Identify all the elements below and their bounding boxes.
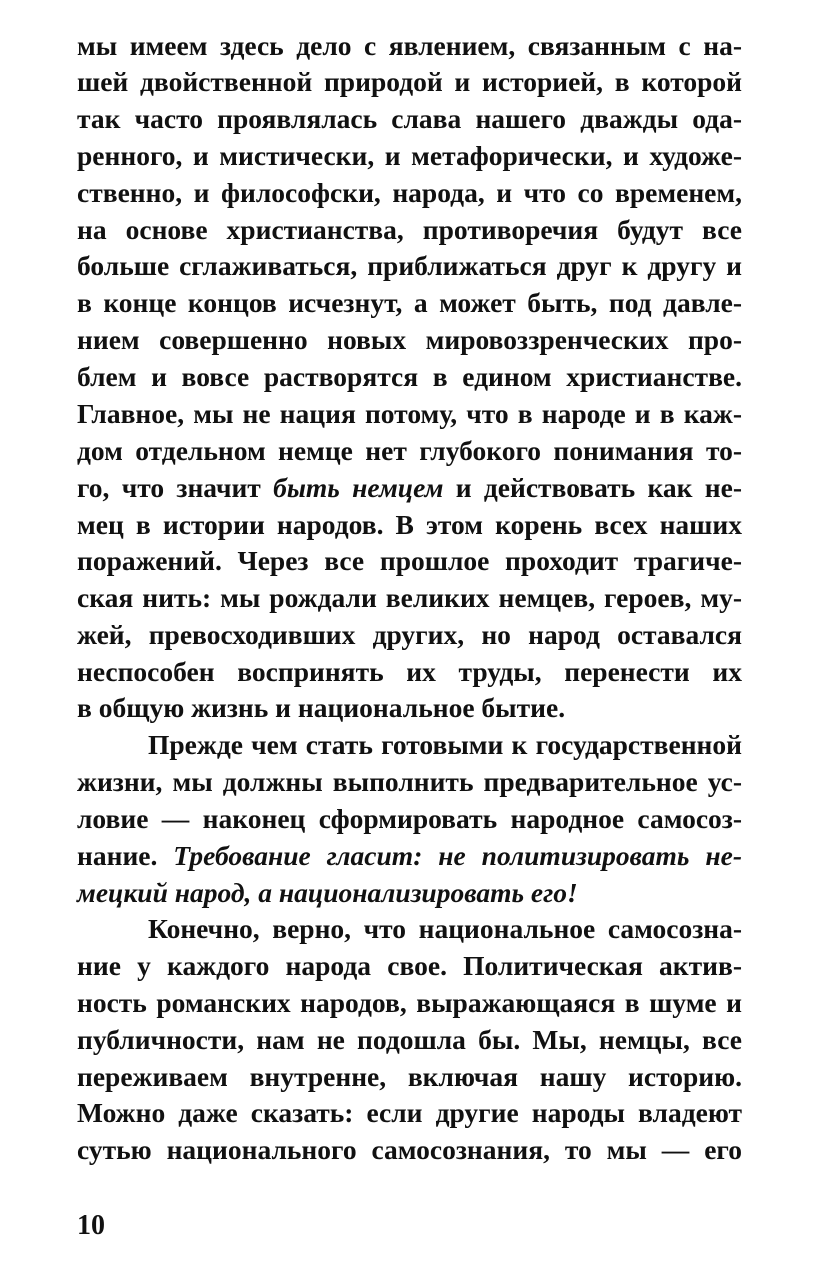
text-segment: Главное, мы не нация потому, что в народе и в каж- <box>77 398 742 429</box>
text-line <box>77 799 742 839</box>
text-line <box>77 652 742 692</box>
text-line <box>77 873 742 913</box>
text-segment: Конечно, верно, что национальное самосозна- <box>148 913 742 944</box>
text-line <box>77 210 742 250</box>
text-segment: жей, превосходивших других, но народ оставался <box>77 619 742 650</box>
text-line <box>77 836 742 876</box>
text-line <box>77 468 742 508</box>
text-segment: ние у каждого народа свое. Политическая актив- <box>77 950 742 981</box>
text-segment: нием совершенно новых мировоззренческих про- <box>77 324 742 355</box>
text-line <box>77 357 742 397</box>
text-line <box>77 246 742 286</box>
text-segment: публичности, нам не подошла бы. Мы, немцы, все <box>77 1024 742 1055</box>
text-line <box>77 1020 742 1060</box>
text-line <box>148 725 742 765</box>
text-line <box>77 99 742 139</box>
text-segment: больше сглаживаться, приближаться друг к другу и <box>77 250 742 281</box>
text-line <box>77 173 742 213</box>
italic-text: мецкий народ, а национализировать его! <box>77 877 578 908</box>
text-segment: нание. <box>77 840 174 871</box>
text-line <box>77 431 742 471</box>
text-line <box>77 541 742 581</box>
text-line <box>77 505 742 545</box>
text-segment: Прежде чем стать готовыми к государственной <box>148 729 742 760</box>
text-segment: ловие — наконец сформировать народное самосоз- <box>77 803 742 834</box>
text-line <box>77 320 742 360</box>
text-segment: жизни, мы должны выполнить предварительное ус- <box>77 766 742 797</box>
text-segment: и действовать как не- <box>443 472 743 503</box>
text-segment: Можно даже сказать: если другие народы владеют <box>77 1097 742 1128</box>
text-segment: на основе христианства, противоречия будут все <box>77 214 742 245</box>
text-segment: дом отдельном немце нет глубокого понимания то- <box>77 435 742 466</box>
text-segment: сутью национального самосознания, то мы — его <box>77 1134 742 1165</box>
text-line <box>77 26 742 66</box>
text-segment: поражений. Через все прошлое проходит трагиче- <box>77 545 742 576</box>
text-segment: ственно, и философски, народа, и что со временем, <box>77 177 742 208</box>
text-line <box>148 909 742 949</box>
text-segment: мы имеем здесь дело с явлением, связанным с на- <box>77 30 742 61</box>
text-segment: блем и вовсе растворятся в едином христианстве. <box>77 361 742 392</box>
text-segment: в общую жизнь и национальное бытие. <box>77 692 566 723</box>
text-line <box>77 394 742 434</box>
text-line <box>77 62 742 102</box>
text-line <box>77 283 742 323</box>
italic-text: быть немцем <box>273 472 444 503</box>
text-segment: ренного, и мистически, и метафорически, и художе- <box>77 140 742 171</box>
text-line <box>77 762 742 802</box>
text-line <box>77 946 742 986</box>
italic-text: Требование гласит: не политизировать не- <box>173 840 742 871</box>
text-line <box>77 136 742 176</box>
text-segment: мец в истории народов. В этом корень всех наших <box>77 509 742 540</box>
text-segment: шей двойственной природой и историей, в которой <box>77 66 742 97</box>
text-segment: неспособен воспринять их труды, перенести их <box>77 656 742 687</box>
text-segment: ская нить: мы рождали великих немцев, героев, му- <box>77 582 742 613</box>
text-line <box>77 578 742 618</box>
text-segment: го, что значит <box>77 472 274 503</box>
text-line <box>77 1093 742 1133</box>
page-number: 10 <box>77 1210 105 1241</box>
text-line <box>77 688 742 728</box>
text-line <box>77 1130 742 1170</box>
text-line <box>77 615 742 655</box>
text-segment: ность романских народов, выражающаяся в шуме и <box>77 987 742 1018</box>
text-segment: так часто проявлялась слава нашего дважды ода- <box>77 103 742 134</box>
text-line <box>77 983 742 1023</box>
text-segment: переживаем внутренне, включая нашу историю. <box>77 1061 742 1092</box>
text-segment: в конце концов исчезнут, а может быть, под давле- <box>77 287 742 318</box>
text-line <box>77 1057 742 1097</box>
